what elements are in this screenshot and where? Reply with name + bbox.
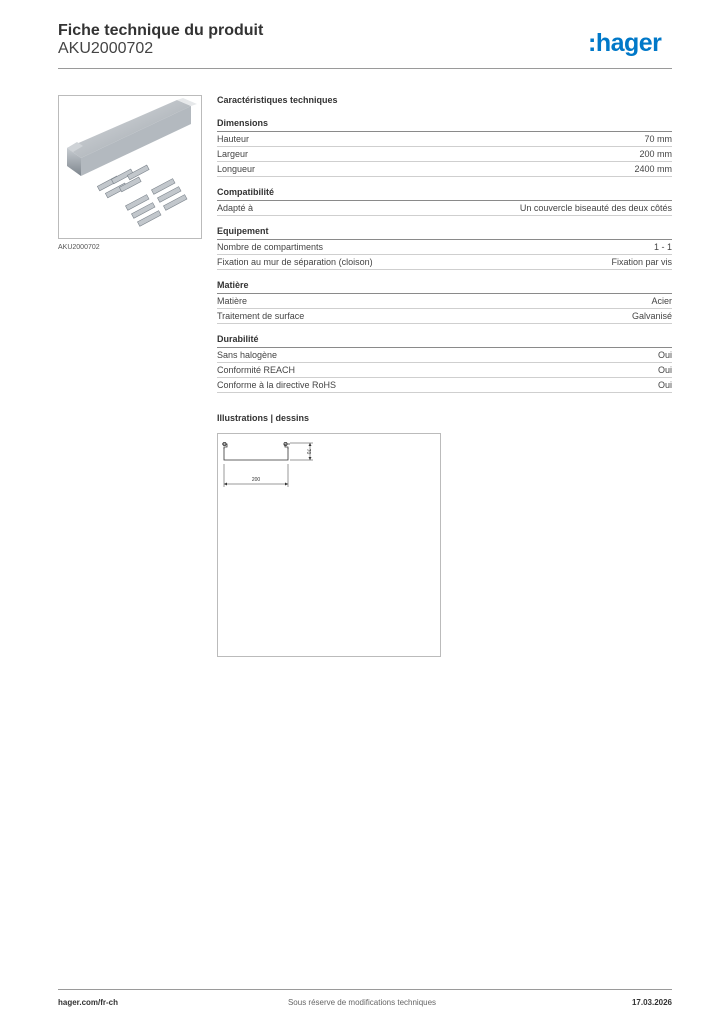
hager-logo (588, 29, 672, 59)
spec-label: Fixation au mur de séparation (cloison) (217, 257, 373, 267)
spec-row (217, 201, 672, 216)
footer-divider (58, 989, 672, 990)
illustrations-heading: Illustrations | dessins (217, 413, 310, 423)
section-title: Matière (217, 279, 672, 294)
cable-tray-image (59, 96, 201, 238)
spec-row (217, 294, 672, 309)
section-title: Equipement (217, 225, 672, 240)
spec-label: Longueur (217, 164, 256, 174)
logo-text: :hager (588, 29, 662, 57)
spec-value: Acier (651, 296, 672, 306)
spec-value: Oui (657, 350, 672, 360)
spec-value: Fixation par vis (611, 257, 672, 267)
cross-section-drawing (218, 434, 440, 656)
spec-value: Galvanisé (631, 311, 672, 321)
header-divider (58, 68, 672, 69)
spec-value: Oui (657, 380, 672, 390)
photo-caption: AKU2000702 (58, 244, 100, 251)
spec-label: Conforme à la directive RoHS (217, 380, 337, 390)
spec-label: Conformité REACH (217, 365, 296, 375)
section-title: Durabilité (217, 333, 672, 348)
spec-label: Largeur (217, 149, 249, 159)
product-photo (58, 95, 202, 239)
technical-specs (217, 95, 672, 402)
spec-label: Traitement de surface (217, 311, 305, 321)
dimension-height-label: 70 (305, 448, 311, 455)
section-title: Compatibilité (217, 186, 672, 201)
spec-label: Sans halogène (217, 350, 278, 360)
footer-date: 17.03.2026 (631, 998, 672, 1007)
spec-row (217, 255, 672, 270)
footer-website-link[interactable]: hager.com/fr-ch (58, 998, 119, 1007)
spec-row (217, 240, 672, 255)
spec-value: 2400 mm (634, 164, 672, 174)
spec-label: Nombre de compartiments (217, 242, 324, 252)
specs-heading: Caractéristiques techniques (217, 95, 338, 105)
section-dimensions (217, 117, 672, 177)
section-compatibility (217, 186, 672, 216)
spec-label: Matière (217, 296, 248, 306)
spec-row (217, 363, 672, 378)
spec-label: Adapté à (217, 203, 254, 213)
spec-value: Un couvercle biseauté des deux côtés (519, 203, 672, 213)
spec-row (217, 378, 672, 393)
spec-row (217, 147, 672, 162)
section-sustainability (217, 333, 672, 393)
spec-row (217, 132, 672, 147)
spec-value: 70 mm (644, 134, 672, 144)
spec-row (217, 348, 672, 363)
dimension-width-label: 200 (251, 477, 261, 483)
spec-value: 1 - 1 (653, 242, 672, 252)
page-title: Fiche technique du produit (58, 22, 264, 39)
section-equipment (217, 225, 672, 270)
spec-row (217, 309, 672, 324)
spec-value: 200 mm (639, 149, 672, 159)
footer-notice: Sous réserve de modifications techniques (287, 998, 437, 1007)
page-header (58, 22, 672, 68)
section-material (217, 279, 672, 324)
technical-drawing (217, 433, 441, 657)
spec-label: Hauteur (217, 134, 250, 144)
spec-value: Oui (657, 365, 672, 375)
section-title: Dimensions (217, 117, 672, 132)
product-code: AKU2000702 (58, 40, 154, 57)
spec-row (217, 162, 672, 177)
